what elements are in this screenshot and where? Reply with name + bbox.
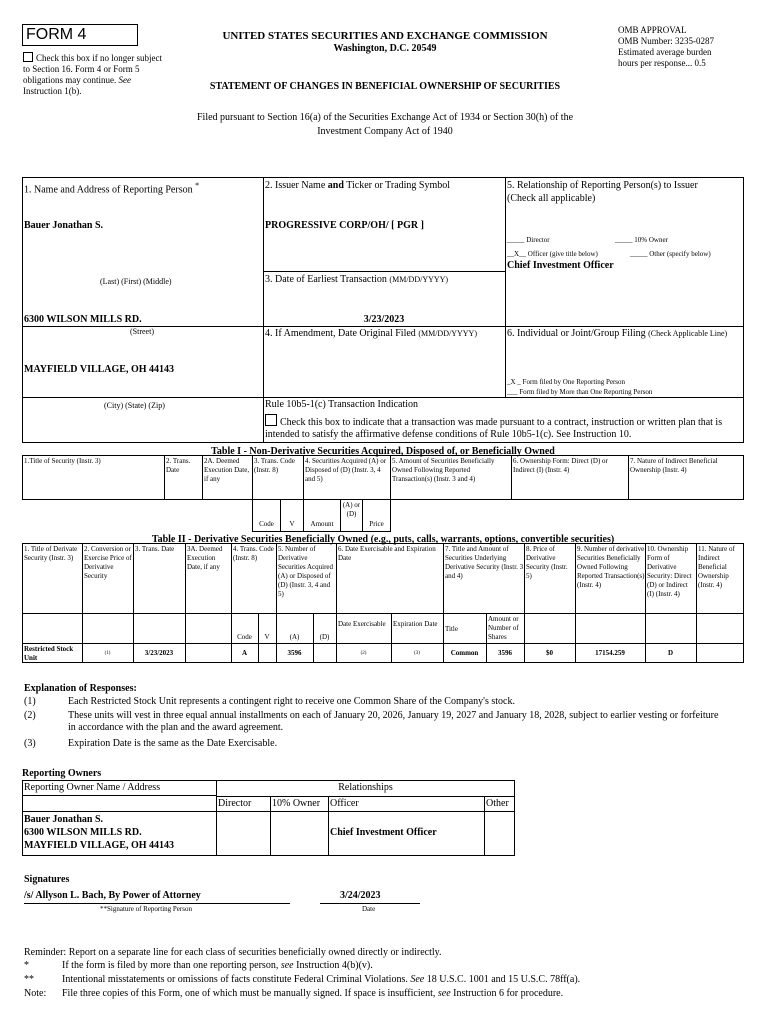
section16-see: See (118, 75, 131, 85)
owners-col-name: Reporting Owner Name / Address (24, 782, 161, 793)
footnote-note (62, 988, 563, 1000)
divider (276, 543, 277, 614)
t1-col3: 3. Trans. Code (Instr. 8) (254, 457, 295, 474)
t2-row-date: 3/23/2023 (144, 649, 174, 657)
divider (484, 796, 485, 856)
t1-sub-code-label: Code (259, 520, 274, 528)
divider (22, 643, 744, 644)
earliest-transaction-date: 3/23/2023 (363, 314, 405, 325)
box5-label: 5. Relationship of Reporting Person(s) to Issuer (507, 180, 698, 191)
officer-option: __X__ Officer (give title below) (507, 250, 598, 258)
t2-col7: 7. Title and Amount of Securities Underlying Derivative Security (Instr. 3 and 4) (445, 545, 524, 580)
owners-title: Reporting Owners (22, 768, 102, 779)
t2-col8: 8. Price of Derivative Security (Instr. 5) (526, 545, 568, 580)
explanation-text-3: Expiration Date is the same as the Date Exercisable. (68, 738, 278, 749)
t2-col5: 5. Number of Derivative Securities Acquired (A) or Disposed of (D) (Instr. 3, 4 and 5) (278, 545, 334, 598)
owners-col-ten: 10% Owner (272, 798, 321, 809)
statement-title: STATEMENT OF CHANGES IN BENEFICIAL OWNERSHIP OF SECURITIES (209, 81, 561, 92)
agency-line2: Washington, D.C. 20549 (333, 43, 437, 54)
divider (133, 543, 134, 614)
rule-title: Rule 10b5-1(c) Transaction Indication (265, 399, 419, 410)
city-value: MAYFIELD VILLAGE, OH 44143 (24, 364, 175, 375)
owner-name-2: 6300 WILSON MILLS RD. (24, 827, 142, 838)
t1-col5: 5. Amount of Securities Beneficially Owned Following Reported Transaction(s) (Instr. 3 and 4) (392, 457, 495, 483)
t2-sub-title: Title (445, 625, 458, 633)
t2-row-form: D (667, 649, 674, 657)
divider (22, 397, 744, 398)
divider (231, 543, 232, 614)
explanation-text-2: These units will vest in three equal annual installments on each of January 20, 2026, January 19, 2027 and January 18, 2028, subject to earlier vesting or forfeiture in accordance with the plan and the award agreement. (68, 710, 719, 733)
divider (645, 543, 646, 614)
divider (185, 613, 186, 663)
owners-col-director: Director (218, 798, 252, 809)
divider (22, 811, 515, 812)
t1-col2a: 2A. Deemed Execution Date, if any (204, 457, 250, 483)
section16-checkbox[interactable] (23, 52, 33, 62)
omb-block (618, 25, 758, 69)
box4-label (265, 328, 477, 340)
table2-title: Table II - Derivative Securities Beneficially Owned (e.g., puts, calls, warrants, options, convertible securities) (151, 534, 615, 545)
divider (390, 455, 391, 500)
box4-label-fmt: (MM/DD/YYYY) (418, 329, 477, 338)
city-label: (City) (State) (Zip) (104, 401, 165, 410)
t2-col11: 11. Nature of Indirect Beneficial Ownership (Instr. 4) (698, 545, 735, 589)
owner-name-1: Bauer Jonathan S. (24, 814, 104, 825)
t2-sub-a: (A) (289, 633, 300, 641)
divider (185, 543, 186, 614)
box5-label2: (Check all applicable) (507, 193, 596, 204)
box3-label-fmt: (MM/DD/YYYY) (389, 275, 449, 284)
divider (202, 455, 203, 500)
explanation-num-1: (1) (24, 696, 36, 707)
section16-checkbox-text: Check this box if no longer subject to Section 16. Form 4 or Form 5 obligations may continue. (23, 53, 162, 85)
footnote-star1-see: see (280, 960, 294, 971)
divider (164, 455, 165, 500)
t2-sub-amount: Amount or Number of Shares (488, 615, 519, 641)
divider (628, 455, 629, 500)
street-label: (Street) (130, 327, 154, 336)
box2-label-post: Ticker or Trading Symbol (346, 180, 451, 191)
table1-title: Table I - Non-Derivative Securities Acquired, Disposed of, or Beneficially Owned (211, 446, 555, 457)
t1-sub-amount-label: Amount (310, 520, 334, 528)
other-option: _____ Other (specify below) (630, 250, 711, 258)
t2-row-security: Restricted Stock Unit (24, 645, 74, 662)
owner-officer: Chief Investment Officer (330, 827, 437, 838)
t2-row-title: Common (450, 649, 479, 657)
signature-line (24, 903, 290, 904)
t2-sub-exp: Expiration Date (393, 620, 438, 628)
t2-row-owned: 17154.259 (595, 649, 625, 657)
t2-row-conversion: (1) (104, 651, 111, 656)
t2-col3a: 3A. Deemed Execution Date, if any (187, 545, 223, 571)
filed-pursuant-2: Investment Company Act of 1940 (317, 126, 453, 137)
divider (82, 543, 83, 614)
date-label: Date (362, 905, 376, 913)
box1-label (24, 180, 199, 196)
omb-burden: Estimated average burden (618, 47, 712, 57)
box2-label (265, 180, 450, 192)
divider (328, 796, 329, 856)
t2-row-amount-a: 3596 (287, 649, 302, 657)
omb-approval: OMB APPROVAL (618, 25, 687, 35)
footnote-star1-pre: If the form is filed by more than one reporting person, (62, 960, 279, 971)
t2-sub-d: (D) (319, 633, 330, 641)
divider (511, 455, 512, 500)
reminder: Reminder: Report on a separate line for each class of securities beneficially owned directly or indirectly. (24, 947, 442, 958)
name-parts-label: (Last) (First) (Middle) (100, 277, 172, 286)
t2-row-price: $0 (546, 649, 553, 657)
footnote-star2-mark: ** (24, 974, 34, 985)
t2-sub-exer: Date Exercisable (338, 620, 386, 628)
footnote-star2-see: See (410, 974, 425, 985)
divider (252, 455, 253, 500)
divider (216, 796, 515, 797)
signer: /s/ Allyson L. Bach, By Power of Attorney (24, 890, 201, 901)
signature-date: 3/24/2023 (340, 890, 381, 901)
footnote-note-see: see (437, 988, 451, 999)
rule-text: Check this box to indicate that a transaction was made pursuant to a contract, instruction or written plan that is intended to satisfy the affirmative defense conditions of Rule 10b5-1(c). See Instruction 10. (265, 417, 723, 440)
footnote-note-post: Instruction 6 for procedure. (453, 988, 564, 999)
rule-block (265, 414, 743, 441)
t1-col7: 7. Nature of Indirect Beneficial Ownership (Instr. 4) (630, 457, 718, 474)
reporting-person-name: Bauer Jonathan S. (24, 220, 104, 231)
footnote-star1-mark: * (24, 960, 29, 971)
box4-label-text: 4. If Amendment, Date Original Filed (265, 328, 416, 339)
footnote-star2-pre: Intentional misstatements or omissions of facts constitute Federal Criminal Violations. (62, 974, 408, 985)
footnote-note-pre: File three copies of this Form, one of which must be manually signed. If space is insufficient, (62, 988, 436, 999)
t2-row-exercisable: (2) (360, 651, 367, 656)
divider (443, 543, 444, 614)
t1-col4: 4. Securities Acquired (A) or Disposed of (D) (Instr. 3, 4 and 5) (305, 457, 387, 483)
t2-sub-v: V (264, 633, 270, 641)
footnote-star1-post: Instruction 4(b)(v). (296, 960, 373, 971)
filed-pursuant-1: Filed pursuant to Section 16(a) of the Securities Exchange Act of 1934 or Section 30(h) of the (196, 112, 574, 123)
t2-col1: 1. Title of Derivate Security (Instr. 3) (24, 545, 78, 562)
divider (270, 796, 271, 856)
director-option: _____ Director (507, 236, 550, 244)
divider (696, 613, 697, 663)
t1-col2: 2. Trans. Date (166, 457, 191, 474)
t2-col4: 4. Trans. Code (Instr. 8) (233, 545, 274, 562)
issuer-value: PROGRESSIVE CORP/OH/ [ PGR ] (265, 220, 424, 231)
divider (263, 271, 505, 272)
box3-label (265, 274, 448, 286)
filing-option-many: ___ Form filed by More than One Reporting Person (507, 388, 653, 396)
t2-col6: 6. Date Exercisable and Expiration Date (338, 545, 436, 562)
t2-sub-code: Code (237, 633, 252, 641)
signature-label: **Signature of Reporting Person (100, 905, 192, 913)
agency-line1: UNITED STATES SECURITIES AND EXCHANGE COMMISSION (222, 30, 548, 42)
t2-col10: 10. Ownership Form of Derivative Security: Direct (D) or Indirect (I) (Instr. 4) (647, 545, 692, 598)
section16-instr: Instruction 1(b). (23, 86, 82, 96)
t2-row-code: A (241, 649, 248, 657)
t1-sub-price-label: Price (369, 520, 384, 528)
owners-col-rel: Relationships (338, 782, 393, 793)
ten-pct-option: _____ 10% Owner (615, 236, 668, 244)
t2-col3: 3. Trans. Date (135, 545, 175, 553)
t2-col2: 2. Conversion or Exercise Price of Derivative Security (84, 545, 132, 580)
divider (22, 795, 216, 796)
section16-checkbox-block (23, 52, 163, 97)
signatures-title: Signatures (24, 874, 70, 885)
rule-checkbox[interactable] (265, 414, 277, 426)
t2-row-shares: 3596 (498, 649, 512, 657)
divider (303, 455, 304, 500)
explanation-text-1: Each Restricted Stock Unit represents a contingent right to receive one Common Share of the Company's stock. (68, 696, 515, 707)
box1-label-text: 1. Name and Address of Reporting Person (24, 184, 193, 196)
owners-col-other: Other (486, 798, 509, 809)
divider (575, 543, 576, 614)
footnote-star2-post: 18 U.S.C. 1001 and 15 U.S.C. 78ff(a). (426, 974, 581, 985)
footnote-star2 (62, 974, 580, 986)
explanation-num-3: (3) (24, 738, 36, 749)
box2-label-and: and (327, 180, 344, 191)
footnote-star1 (62, 960, 373, 972)
officer-title: Chief Investment Officer (507, 260, 614, 271)
box6-label (507, 328, 742, 340)
owner-name-3: MAYFIELD VILLAGE, OH 44143 (24, 840, 175, 851)
box2-label-pre: 2. Issuer Name (265, 180, 326, 191)
footnote-note-mark: Note: (24, 988, 47, 999)
box3-label-text: 3. Date of Earliest Transaction (265, 274, 387, 285)
omb-number: OMB Number: 3235-0287 (618, 36, 714, 46)
explanation-title: Explanation of Responses: (24, 683, 137, 694)
t1-sub-aord-label: (A) or (D) (342, 501, 361, 518)
explanation-num-2: (2) (24, 710, 36, 721)
divider (505, 177, 506, 397)
t2-col9: 9. Number of derivative Securities Beneficially Owned Following Reported Transaction(s) (Instr. 4) (577, 545, 645, 589)
box6-label-text: 6. Individual or Joint/Group Filing (507, 328, 646, 339)
t1-sub-v-label: V (289, 520, 295, 528)
form-title: FORM 4 (26, 26, 87, 43)
divider (696, 543, 697, 614)
box1-label-mark: * (195, 181, 200, 190)
t1-col1: 1.Title of Security (Instr. 3) (24, 457, 101, 465)
street-value: 6300 WILSON MILLS RD. (24, 314, 142, 325)
owners-col-officer: Officer (330, 798, 359, 809)
box6-label-note: (Check Applicable Line) (648, 329, 728, 338)
filing-option-one: _X _ Form filed by One Reporting Person (507, 378, 626, 386)
t2-row-expiration: (3) (414, 651, 420, 656)
omb-hours: hours per response... 0.5 (618, 58, 706, 68)
date-line (320, 903, 420, 904)
divider (524, 543, 525, 614)
t1-col6: 6. Ownership Form: Direct (D) or Indirect (I) (Instr. 4) (513, 457, 608, 474)
divider (336, 543, 337, 614)
divider (263, 177, 264, 443)
